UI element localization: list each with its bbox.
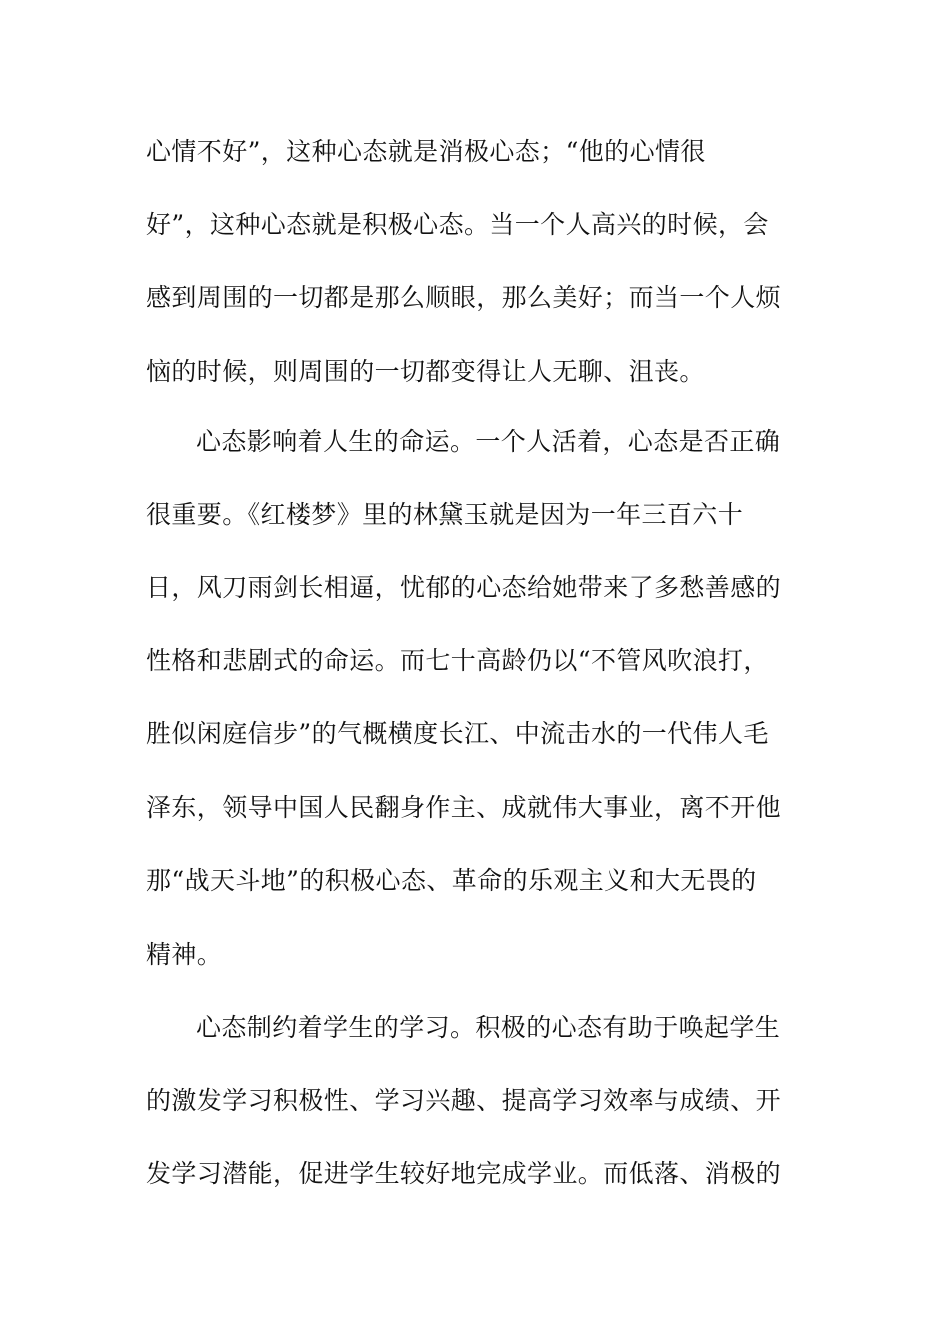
paragraph-first-line: 心态制约着学生的学习。积极的心态有助于唤起学生 bbox=[196, 1013, 781, 1042]
text-line: 的激发学习积极性、学习兴趣、提高学习效率与成绩、开 bbox=[146, 1086, 782, 1115]
text-line: 性格和悲剧式的命运。而七十高龄仍以“不管风吹浪打， bbox=[146, 646, 769, 675]
text-line: 那“战天斗地”的积极心态、革命的乐观主义和大无畏的 bbox=[146, 866, 757, 895]
text-line: 胜似闲庭信步”的气概横度长江、中流击水的一代伟人毛 bbox=[146, 719, 769, 748]
text-line: 感到周围的一切都是那么顺眼，那么美好；而当一个人烦 bbox=[146, 283, 782, 312]
text-line: 恼的时候，则周围的一切都变得让人无聊、沮丧。 bbox=[146, 357, 705, 386]
text-line: 发学习潜能，促进学生较好地完成学业。而低落、消极的 bbox=[146, 1159, 782, 1188]
text-line: 日，风刀雨剑长相逼，忧郁的心态给她带来了多愁善感的 bbox=[146, 573, 782, 602]
text-line: 泽东，领导中国人民翻身作主、成就伟大事业，离不开他 bbox=[146, 793, 782, 822]
text-line: 心情不好”，这种心态就是消极心态；“他的心情很 bbox=[146, 137, 706, 166]
text-line: 精神。 bbox=[146, 940, 223, 969]
text-line: 很重要。《红楼梦》里的林黛玉就是因为一年三百六十 bbox=[146, 500, 744, 529]
text-line: 好”，这种心态就是积极心态。当一个人高兴的时候，会 bbox=[146, 210, 769, 239]
paragraph-first-line: 心态影响着人生的命运。一个人活着，心态是否正确 bbox=[196, 427, 781, 456]
